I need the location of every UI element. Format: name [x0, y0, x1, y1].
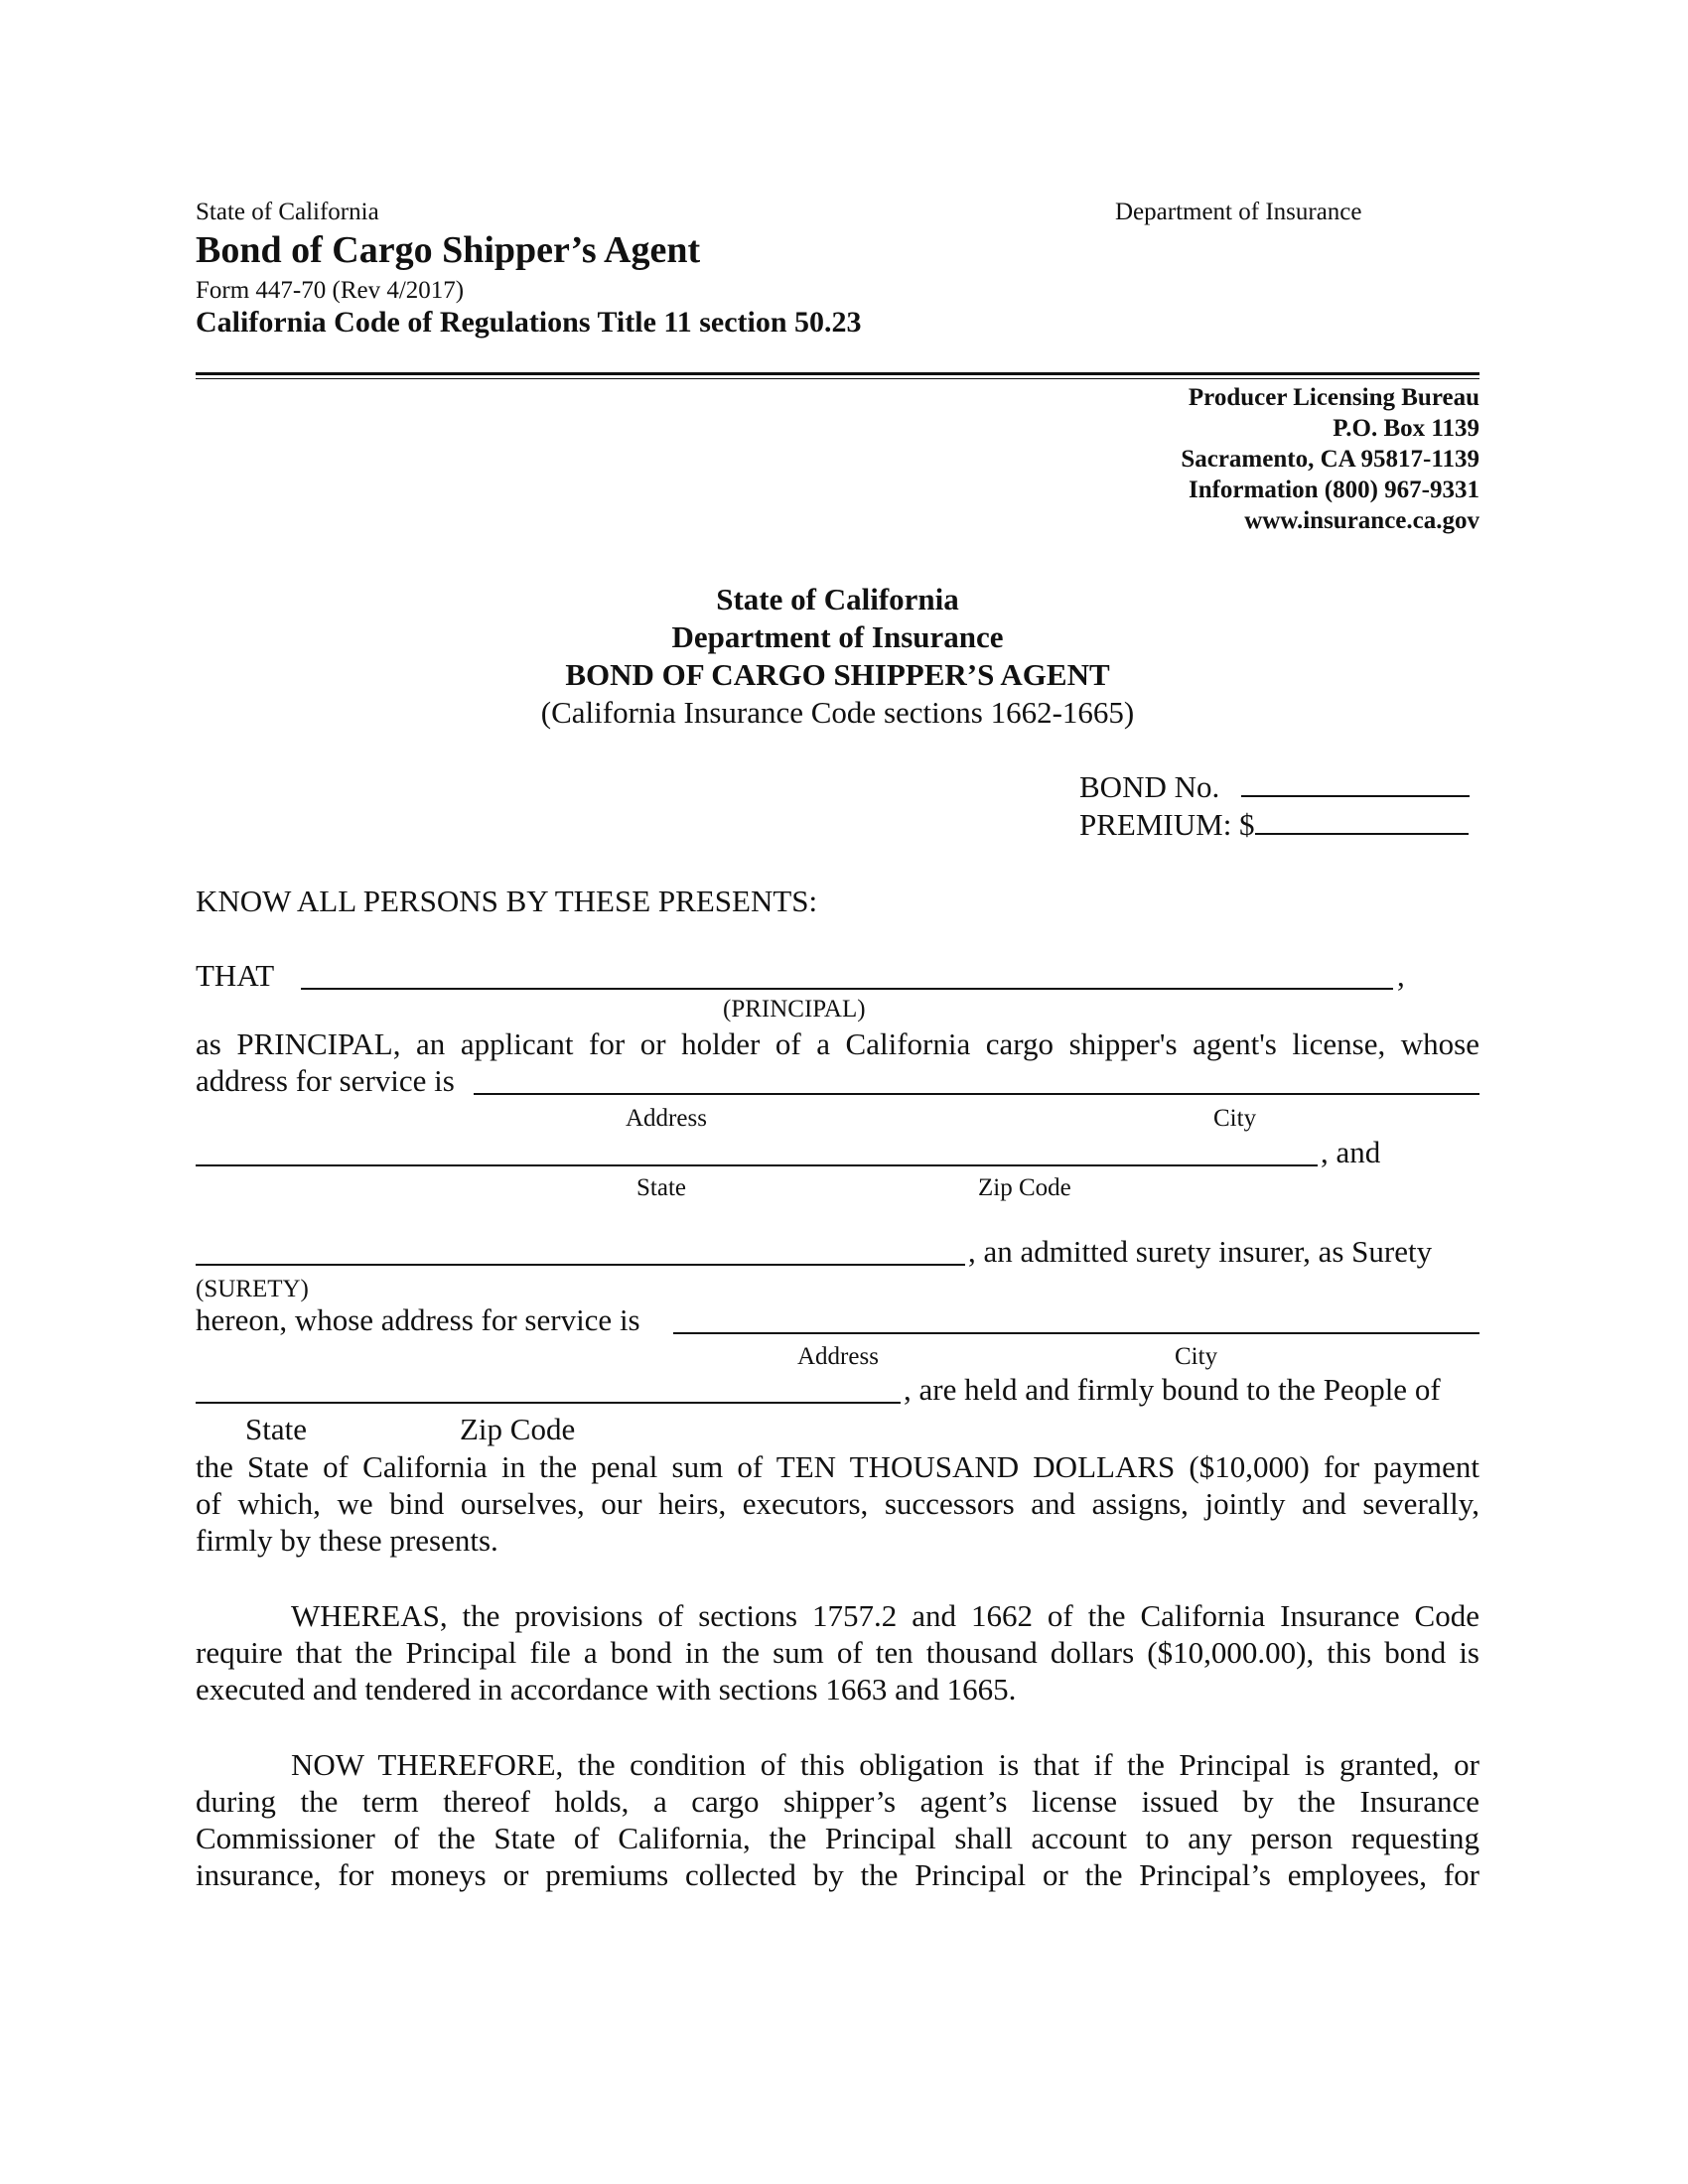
- surety-zip-caption: Zip Code: [460, 1412, 576, 1446]
- form-title: Bond of Cargo Shipper’s Agent: [196, 229, 701, 271]
- contact-city: Sacramento, CA 95817-1139: [1181, 446, 1479, 473]
- bond-number-field[interactable]: [1241, 770, 1470, 797]
- surety-state-zip-field[interactable]: [196, 1377, 901, 1404]
- know-all-persons: KNOW ALL PERSONS BY THESE PRESENTS:: [196, 884, 818, 918]
- whereas-line-3: executed and tendered in accordance with sections 1663 and 1665.: [196, 1672, 1017, 1706]
- premium-label: PREMIUM: $: [1079, 807, 1255, 842]
- heading-department: Department of Insurance: [671, 619, 1004, 654]
- whereas-line-1: WHEREAS, the provisions of sections 1757.2 and 1662 of the California Insurance Code: [291, 1598, 1479, 1633]
- contact-website[interactable]: www.insurance.ca.gov: [1244, 507, 1479, 534]
- surety-name-field[interactable]: [196, 1239, 965, 1266]
- contact-bureau: Producer Licensing Bureau: [1188, 384, 1479, 411]
- principal-address-field[interactable]: [474, 1068, 1479, 1095]
- surety-state-caption: State: [245, 1412, 307, 1446]
- surety-description: , an admitted surety insurer, as Surety: [968, 1234, 1433, 1269]
- bond-number-row: [1079, 769, 1470, 805]
- bond-number-label: BOND No.: [1079, 769, 1220, 804]
- regulation-reference: California Code of Regulations Title 11 section 50.23: [196, 306, 862, 339]
- principal-zip-caption: Zip Code: [978, 1174, 1071, 1201]
- whereas-line-2: require that the Principal file a bond in the sum of ten thousand dollars ($10,000.00), this bond is: [196, 1635, 1479, 1670]
- now-therefore-line-4: insurance, for moneys or premiums collected by the Principal or the Principal’s employees, for: [196, 1857, 1479, 1892]
- principal-state-zip-field[interactable]: [196, 1140, 1318, 1166]
- principal-description: as PRINCIPAL, an applicant for or holder of a California cargo shipper's agent's license, whose: [196, 1026, 1479, 1061]
- surety-city-caption: City: [1175, 1343, 1218, 1370]
- header-state: State of California: [196, 199, 379, 225]
- bond-heading: [196, 581, 1479, 732]
- penal-sum-line-2: of which, we bind ourselves, our heirs, executors, successors and assigns, jointly and severally,: [196, 1486, 1479, 1521]
- and-text: , and: [1321, 1135, 1381, 1169]
- penal-sum-line-1: the State of California in the penal sum of TEN THOUSAND DOLLARS ($10,000) for payment: [196, 1449, 1479, 1484]
- surety-address-field[interactable]: [673, 1307, 1479, 1334]
- that-comma: ,: [1397, 958, 1405, 993]
- surety-address-lead: hereon, whose address for service is: [196, 1302, 640, 1337]
- now-therefore-line-1: NOW THEREFORE, the condition of this obligation is that if the Principal is granted, or: [291, 1747, 1479, 1782]
- surety-caption: (SURETY): [196, 1276, 309, 1302]
- that-label: THAT: [196, 958, 275, 993]
- principal-city-caption: City: [1213, 1105, 1257, 1132]
- contact-block: [1181, 382, 1479, 536]
- heading-title: BOND OF CARGO SHIPPER’S AGENT: [565, 657, 1110, 692]
- form-number: Form 447-70 (Rev 4/2017): [196, 277, 465, 304]
- now-therefore-line-3: Commissioner of the State of California, the Principal shall account to any person requesting: [196, 1821, 1479, 1855]
- contact-po-box: P.O. Box 1139: [1333, 415, 1479, 442]
- heading-code-sections: (California Insurance Code sections 1662-1665): [540, 695, 1135, 730]
- penal-sum-line-3: firmly by these presents.: [196, 1523, 498, 1558]
- header-department: Department of Insurance: [1115, 199, 1362, 225]
- premium-field[interactable]: [1255, 808, 1469, 835]
- header-rule-bottom: [196, 378, 1479, 379]
- premium-row: [1079, 807, 1469, 843]
- principal-caption: (PRINCIPAL): [723, 996, 866, 1023]
- principal-address-caption: Address: [626, 1105, 707, 1132]
- heading-state: State of California: [716, 582, 959, 616]
- contact-phone: Information (800) 967-9331: [1188, 477, 1479, 503]
- surety-address-caption: Address: [797, 1343, 879, 1370]
- held-bound-text: , are held and firmly bound to the People of: [904, 1372, 1441, 1407]
- header-rule-top: [196, 372, 1479, 375]
- principal-name-field[interactable]: [301, 963, 1393, 990]
- principal-address-lead: address for service is: [196, 1063, 455, 1098]
- now-therefore-line-2: during the term thereof holds, a cargo shipper’s agent’s license issued by the Insurance: [196, 1784, 1479, 1819]
- principal-state-caption: State: [636, 1174, 686, 1201]
